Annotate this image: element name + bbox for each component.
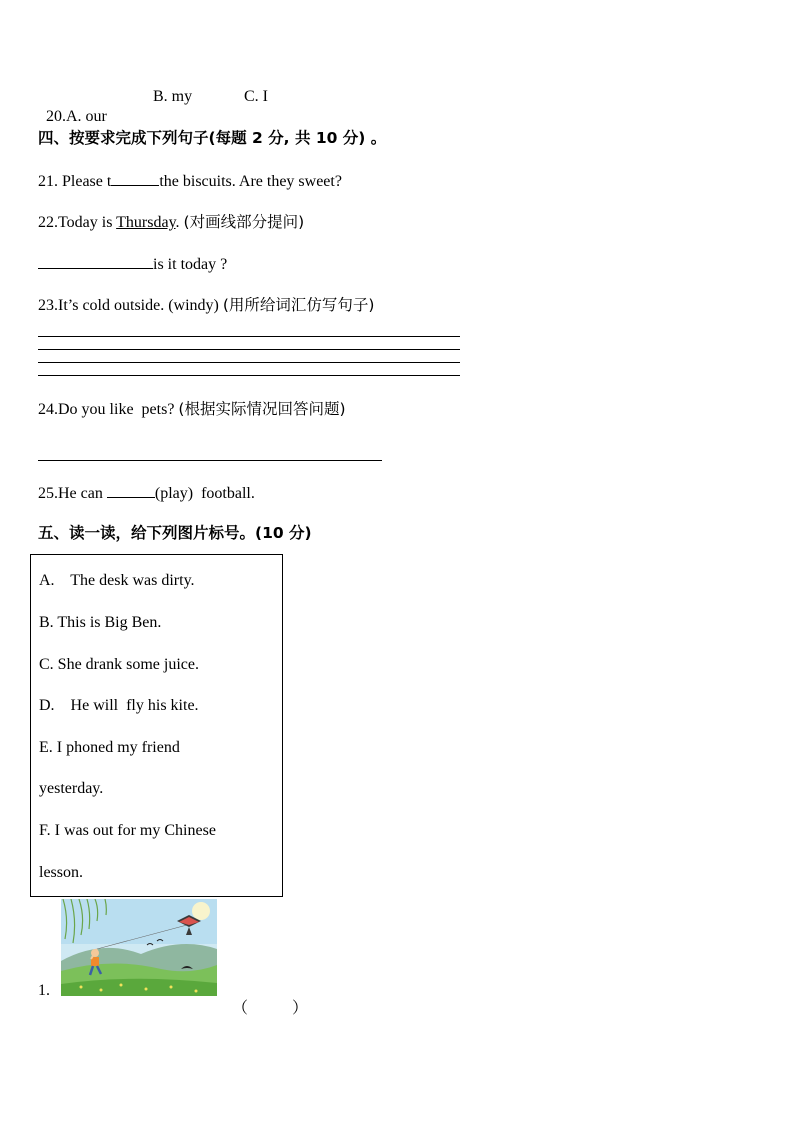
option-b: B. This is Big Ben. bbox=[39, 614, 162, 631]
q23-answer-line-1[interactable] bbox=[38, 336, 460, 337]
section-5-title: 五、读一读，给下列图片标号。(10 分) bbox=[38, 524, 312, 542]
question-20 bbox=[38, 87, 338, 167]
options-box bbox=[30, 554, 283, 897]
section-4-title: 四、按要求完成下列句子(每题 2 分, 共 10 分) 。 bbox=[38, 129, 387, 147]
question-21 bbox=[38, 170, 342, 192]
q21-blank[interactable] bbox=[111, 170, 159, 186]
q24-number: 24. bbox=[38, 401, 58, 418]
question-22 bbox=[38, 212, 304, 233]
picture-1-answer-parentheses[interactable] bbox=[224, 979, 314, 1019]
option-a: A. The desk was dirty. bbox=[39, 572, 195, 589]
picture-1-number: 1. bbox=[38, 982, 50, 999]
paren-close: ） bbox=[292, 1000, 309, 1017]
q22-underlined-word: Thursday bbox=[116, 214, 176, 231]
q21-text-before: . Please t bbox=[54, 173, 112, 190]
q20-option-c: C. I bbox=[244, 88, 268, 105]
q24-text: Do you like pets? bbox=[58, 401, 179, 418]
q20-option-b: B. my bbox=[153, 88, 193, 105]
option-d: D. He will fly his kite. bbox=[39, 697, 199, 714]
q23-number: 23. bbox=[38, 297, 58, 314]
q23-instruction: (用所给词汇仿写句子) bbox=[222, 296, 375, 314]
question-25 bbox=[38, 482, 255, 504]
q24-answer-line[interactable] bbox=[38, 460, 382, 461]
question-23 bbox=[38, 295, 374, 316]
option-e-line-1: E. I phoned my friend bbox=[39, 739, 180, 756]
q20-option-a: A. our bbox=[66, 108, 107, 125]
q25-number: 25. bbox=[38, 485, 58, 502]
q21-number: 21 bbox=[38, 173, 54, 190]
q22-answer-line bbox=[38, 253, 227, 275]
option-f-line-2: lesson. bbox=[39, 864, 83, 881]
q23-text: It’s cold outside. (windy) bbox=[58, 297, 223, 314]
q22-instruction: (对画线部分提问) bbox=[183, 213, 305, 231]
q22-number: 22. bbox=[38, 214, 58, 231]
q25-text-after: (play) football. bbox=[154, 485, 255, 502]
q21-text-after: the biscuits. Are they sweet? bbox=[159, 173, 342, 190]
q24-instruction: (根据实际情况回答问题) bbox=[178, 400, 346, 418]
option-c: C. She drank some juice. bbox=[39, 656, 199, 673]
q25-blank[interactable] bbox=[107, 482, 155, 498]
q23-answer-line-4[interactable] bbox=[38, 375, 460, 376]
q25-text-before: He can bbox=[58, 485, 107, 502]
q22-text-after: . bbox=[175, 214, 184, 231]
q23-answer-line-2[interactable] bbox=[38, 349, 460, 350]
paren-open: （ bbox=[232, 1000, 249, 1017]
q23-answer-line-3[interactable] bbox=[38, 362, 460, 363]
q22-text-before: Today is bbox=[58, 214, 117, 231]
q22-answer-text: is it today ? bbox=[153, 256, 228, 273]
q22-blank[interactable] bbox=[38, 253, 153, 269]
kite-flying-illustration bbox=[61, 899, 217, 996]
q20-number: 20. bbox=[46, 108, 66, 125]
question-24 bbox=[38, 399, 346, 420]
option-f-line-1: F. I was out for my Chinese bbox=[39, 822, 216, 839]
option-e-line-2: yesterday. bbox=[39, 780, 104, 797]
